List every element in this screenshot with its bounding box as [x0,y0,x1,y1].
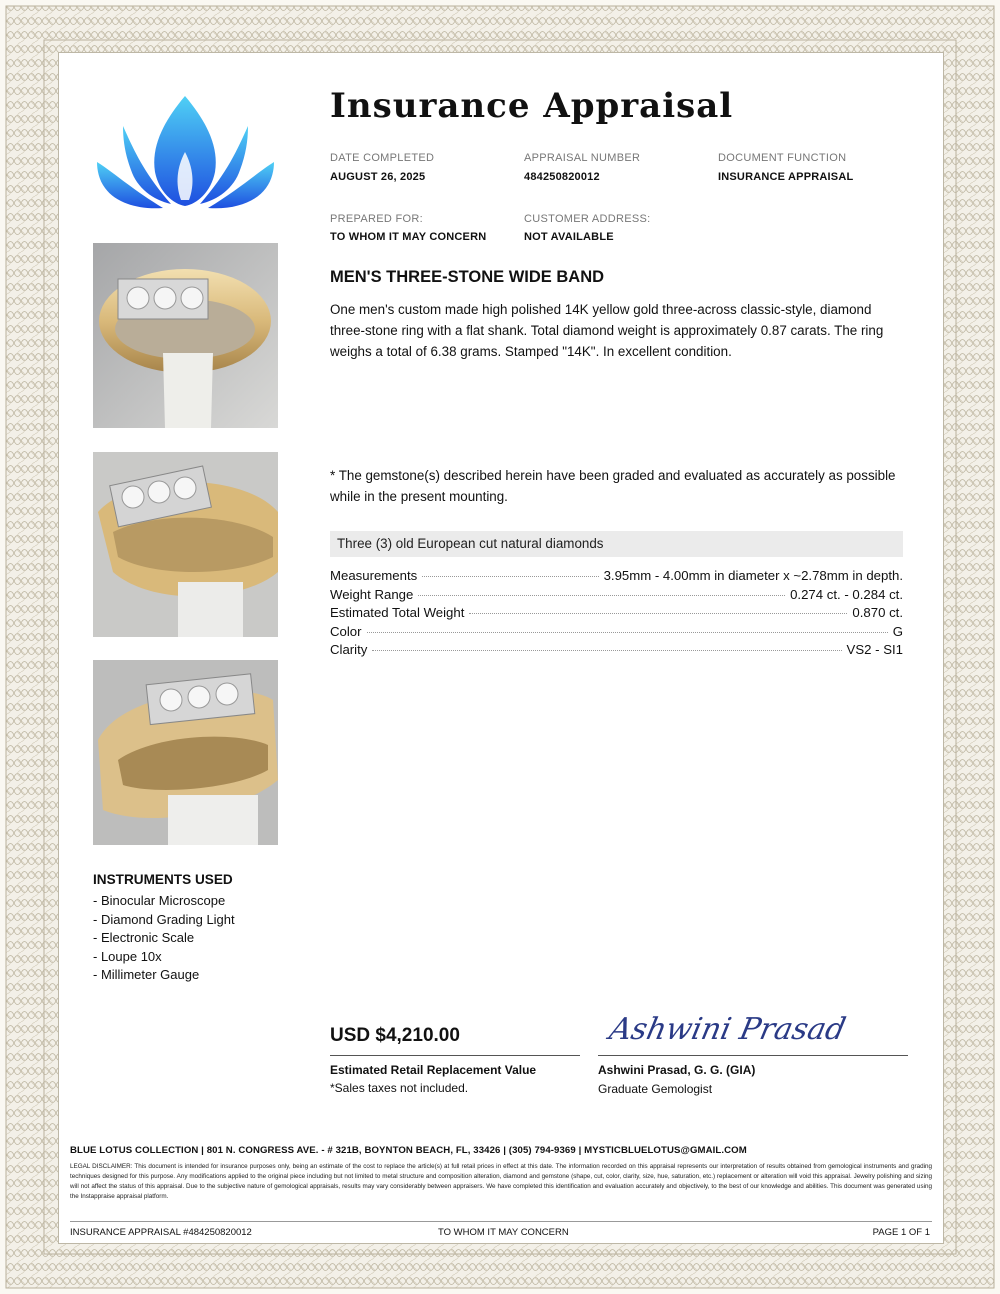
item-description: One men's custom made high polished 14K yellow gold three-across classic-style, diamond three-stone ring with a flat shank. Total diamond weight is approximately 0.87 carats. The ring weighs a total of 6.38 grams. Stamped "14K". In excellent condition. [330,302,884,359]
gemstone-note: * The gemstone(s) described herein have been graded and evaluated as accurately as possible while in the present mounting. [330,468,896,504]
tax-note: *Sales taxes not included. [330,1081,469,1095]
footer-recipient: TO WHOM IT MAY CONCERN [438,1227,569,1238]
instrument-item: - Loupe 10x [93,949,162,964]
document-function-value: INSURANCE APPRAISAL [718,171,854,183]
appraisal-number-value: 484250820012 [524,171,600,183]
company-info: BLUE LOTUS COLLECTION | 801 N. CONGRESS AVE. - # 321B, BOYNTON BEACH, FL, 33426 | (305) 794-9369 | MYSTICBLUELOTUS@GMAIL.COM [70,1145,747,1156]
spec-row-total-weight [330,605,903,623]
spec-row-weight-range [330,587,903,605]
leader-dots [418,595,785,596]
spec-label: Weight Range [330,587,414,602]
spec-label: Estimated Total Weight [330,605,465,620]
spec-value: 0.274 ct. - 0.284 ct. [790,587,903,602]
leader-dots [422,576,598,577]
ring-photo-angle [93,452,278,637]
instrument-item: - Electronic Scale [93,930,195,945]
footer-appraisal-id: INSURANCE APPRAISAL #484250820012 [70,1227,252,1238]
instruments-heading: INSTRUMENTS USED [93,872,233,887]
spec-value: 0.870 ct. [852,605,903,620]
ring-photo-front [93,243,278,428]
spec-row-measurements [330,568,903,586]
spec-label: Measurements [330,568,418,583]
item-heading: MEN'S THREE-STONE WIDE BAND [330,268,605,286]
legal-disclaimer: LEGAL DISCLAIMER: This document is intended for insurance purposes only, being an estimate of the cost to replace the article(s) at full retail prices in effect at this date. The information recorded on this appraisal represents our interpretation of results obtained from gemological instruments and grading techniques designed for this purpose. Any modifications applied to the original piece including but not limited to metal structure and composition alteration, diamond and gemstone (shape, cut, color, clarity, size, hue, saturation, etc.) replacement or alteration will void this appraisal. Jewelry polishing and sizing will not affect the status of this appraisal. Due to the subjective nature of gemological appraisals, results may vary considerably between appraisers. We have completed this identification and evaluation accurately and objectively, to the best of our knowledge and abilities. This document was generated using the Instappraise appraisal platform. [70,1163,932,1200]
appraisal-number-label: APPRAISAL NUMBER [524,152,641,164]
instrument-item: - Binocular Microscope [93,893,226,908]
ring-photo-side [93,660,278,845]
instrument-item: - Diamond Grading Light [93,912,235,927]
value-label: Estimated Retail Replacement Value [330,1063,537,1077]
appraiser-signature: Ashwini Prasad [606,1012,849,1047]
spec-row-clarity [330,642,903,660]
spec-value: 3.95mm - 4.00mm in diameter x ~2.78mm in depth. [603,568,903,583]
footer-divider [70,1221,932,1222]
leader-dots [372,650,841,651]
spec-label: Color [330,624,362,639]
spec-row-color [330,624,903,642]
spec-value: G [892,624,903,639]
lotus-logo-icon [93,92,278,220]
signature-line [598,1055,908,1056]
appraiser-name: Ashwini Prasad, G. G. (GIA) [598,1063,756,1077]
prepared-for-value: TO WHOM IT MAY CONCERN [330,231,487,243]
value-underline [330,1055,580,1056]
document-title: Insurance Appraisal [330,86,734,126]
appraiser-title: Graduate Gemologist [598,1082,713,1096]
prepared-for-label: PREPARED FOR: [330,213,423,225]
gemstone-title: Three (3) old European cut natural diamonds [337,536,604,551]
spec-value: VS2 - SI1 [846,642,903,657]
footer-page-number: PAGE 1 OF 1 [872,1227,930,1238]
instrument-item: - Millimeter Gauge [93,967,200,982]
gemstone-title-bar [330,531,903,557]
customer-address-value: NOT AVAILABLE [524,231,614,243]
customer-address-label: CUSTOMER ADDRESS: [524,213,651,225]
leader-dots [367,632,888,633]
appraised-value: USD $4,210.00 [330,1025,460,1046]
leader-dots [469,613,847,614]
date-completed-value: AUGUST 26, 2025 [330,171,426,183]
spec-label: Clarity [330,642,368,657]
date-completed-label: DATE COMPLETED [330,152,435,164]
document-function-label: DOCUMENT FUNCTION [718,152,847,164]
